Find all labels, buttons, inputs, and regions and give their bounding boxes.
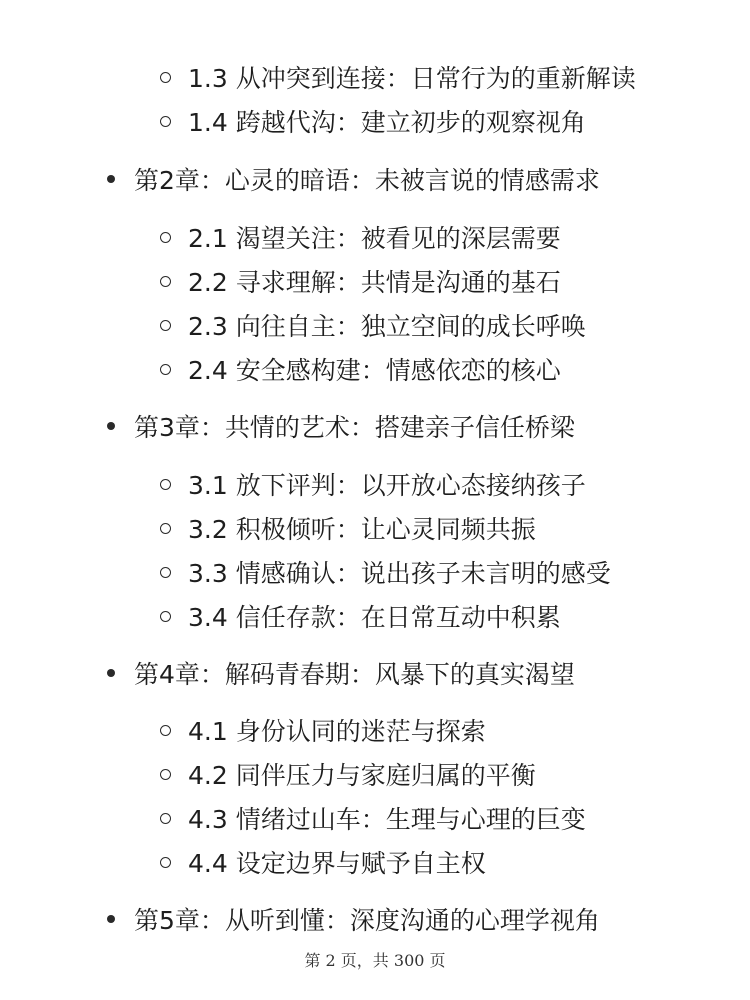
hollow-bullet-icon [160,769,171,780]
filled-bullet-icon [107,422,115,430]
toc-item-label: 第5章：从听到懂：深度沟通的心理学视角 [134,906,600,935]
hollow-bullet-icon [160,523,171,534]
toc-chapter-item [107,411,575,443]
hollow-bullet-icon [160,276,171,287]
toc-item-label: 2.1 渴望关注：被看见的深层需要 [188,224,561,253]
hollow-bullet-icon [160,320,171,331]
filled-bullet-icon [107,669,115,677]
hollow-bullet-icon [160,725,171,736]
hollow-bullet-icon [160,116,171,127]
filled-bullet-icon [107,915,115,923]
toc-section-item [160,106,586,138]
toc-item-label: 2.3 向往自主：独立空间的成长呼唤 [188,312,586,341]
toc-item-label: 3.3 情感确认：说出孩子未言明的感受 [188,559,611,588]
toc-section-item [160,266,561,298]
toc-item-label: 4.3 情绪过山车：生理与心理的巨变 [188,805,586,834]
toc-section-item [160,222,561,254]
toc-section-item [160,847,486,879]
toc-chapter-item [107,904,600,936]
hollow-bullet-icon [160,857,171,868]
toc-section-item [160,759,536,791]
hollow-bullet-icon [160,72,171,83]
toc-item-label: 第4章：解码青春期：风暴下的真实渴望 [134,660,575,689]
filled-bullet-icon [107,175,115,183]
toc-item-label: 第3章：共情的艺术：搭建亲子信任桥梁 [134,413,575,442]
page-number-label: 第 2 页，共 300 页 [304,951,446,970]
toc-section-item [160,601,561,633]
hollow-bullet-icon [160,364,171,375]
toc-item-label: 4.4 设定边界与赋予自主权 [188,849,486,878]
toc-chapter-item [107,164,600,196]
toc-item-label: 4.2 同伴压力与家庭归属的平衡 [188,761,536,790]
hollow-bullet-icon [160,232,171,243]
toc-section-item [160,62,636,94]
toc-item-label: 3.1 放下评判：以开放心态接纳孩子 [188,471,586,500]
toc-item-label: 1.4 跨越代沟：建立初步的观察视角 [188,108,586,137]
toc-item-label: 第2章：心灵的暗语：未被言说的情感需求 [134,166,600,195]
toc-item-label: 3.4 信任存款：在日常互动中积累 [188,603,561,632]
toc-item-label: 1.3 从冲突到连接：日常行为的重新解读 [188,64,636,93]
toc-section-item [160,469,586,501]
toc-item-label: 2.4 安全感构建：情感依恋的核心 [188,356,561,385]
toc-item-label: 2.2 寻求理解：共情是沟通的基石 [188,268,561,297]
toc-item-label: 3.2 积极倾听：让心灵同频共振 [188,515,536,544]
toc-chapter-item [107,658,575,690]
page-footer [0,950,750,972]
toc-section-item [160,513,536,545]
hollow-bullet-icon [160,479,171,490]
hollow-bullet-icon [160,813,171,824]
hollow-bullet-icon [160,567,171,578]
toc-section-item [160,310,586,342]
toc-section-item [160,715,486,747]
toc-section-item [160,803,586,835]
toc-section-item [160,354,561,386]
toc-item-label: 4.1 身份认同的迷茫与探索 [188,717,486,746]
toc-section-item [160,557,611,589]
hollow-bullet-icon [160,611,171,622]
